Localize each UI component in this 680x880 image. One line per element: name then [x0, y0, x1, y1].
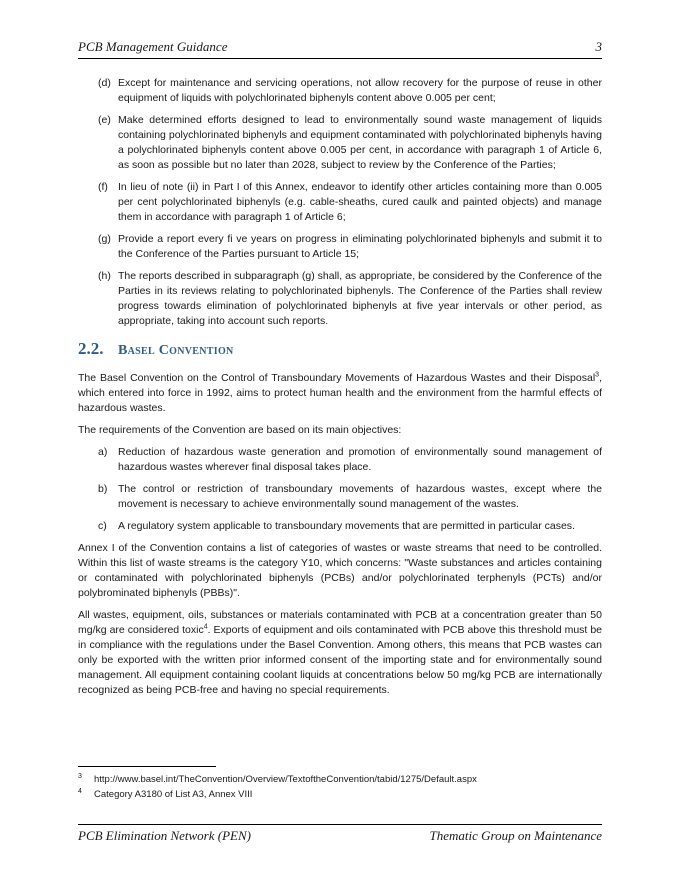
footnote-link[interactable]: http://www.basel.int/TheConvention/Overview/TextoftheConvention/tabid/1275/Default.aspx	[94, 774, 477, 785]
annex-item	[78, 269, 602, 329]
page-footer	[78, 824, 602, 845]
para1-text-a: The Basel Convention on the Control of Transboundary Movements of Hazardous Wastes and their Disposal	[78, 372, 596, 384]
footnote-ref-4[interactable]: 4	[203, 623, 208, 631]
item-text: Make determined efforts designed to lead to environmentally sound waste management of liquids containing polychlorinated biphenyls and equipment contaminated with polychlorinated biphenyls having a polychlorinated biphenyls content above 0.005 per cent, in accordance with paragraph 1 of Article 6, as soon as possible but no later than 2028, subject to review by the Conference of the Parties;	[118, 114, 602, 171]
item-text: A regulatory system applicable to transboundary movements that are permitted in particular cases.	[118, 520, 575, 532]
objective-item	[78, 482, 602, 512]
section-heading	[78, 341, 602, 361]
footnote-number: 3	[78, 773, 82, 780]
footnote-ref-3[interactable]: 3	[595, 371, 600, 379]
paragraph-intro	[78, 371, 602, 416]
objective-item	[78, 445, 602, 475]
item-text: The control or restriction of transboundary movements of hazardous wastes, except where the movement is necessary to achieve environmentally sound management of the wastes.	[118, 483, 602, 510]
item-text: The reports described in subparagraph (g) shall, as appropriate, be considered by the Conference of the Parties in its reviews relating to polychlorinated biphenyls. The Conference of the Parties shall review progress towards elimination of polychlorinated biphenyls at five year intervals or other period, as appropriate, taking into account such reports.	[118, 270, 602, 327]
para4-text-a: All wastes, equipment, oils, substances or materials contaminated with PCB at a concentration greater than 50 mg/kg are considered toxic	[78, 609, 602, 636]
para4-text-b: . Exports of equipment and oils contaminated with PCB above this threshold must be in compliance with the regulations under the Basel Convention. Among others, this means that PCB wastes can only be exported with the written prior informed consent of the importing state and for environmentally sound management. All equipment containing coolant liquids at concentrations below 50 mg/kg PCB are internationally recognized as being PCB-free and having no special requirements.	[78, 624, 602, 696]
footnote-text: Category A3180 of List A3, Annex VIII	[94, 789, 253, 800]
item-marker: (e)	[98, 114, 111, 126]
item-marker: (d)	[98, 77, 111, 89]
footnote-separator	[78, 766, 216, 767]
paragraph-objectives-intro: The requirements of the Convention are based on its main objectives:	[78, 424, 402, 436]
item-marker: b)	[98, 483, 108, 495]
item-marker: (f)	[98, 181, 108, 193]
annex-item	[78, 76, 602, 106]
header-title: PCB Management Guidance	[78, 39, 228, 54]
item-marker: c)	[98, 520, 107, 532]
para1-text-b: , which entered into force in 1992, aims to protect human health and the environment from the harmful effects of hazardous wastes.	[78, 372, 602, 414]
page-number: 3	[595, 39, 602, 54]
item-text: In lieu of note (ii) in Part I of this Annex, endeavor to identify other articles containing more than 0.005 per cent polychlorinated biphenyls (e.g. cable-sheaths, cured caulk and painted objects) and manage them in accordance with paragraph 1 of Article 6;	[118, 181, 602, 223]
page-header	[78, 38, 602, 59]
objective-item	[78, 519, 602, 534]
annex-item	[78, 180, 602, 225]
item-marker: (h)	[98, 270, 111, 282]
annex-item	[78, 232, 602, 262]
paragraph-annex-i: Annex I of the Convention contains a list of categories of wastes or waste streams that need to be controlled. Within this list of waste streams is the category Y10, which concerns: "Waste substances and articles containing or contaminated with polychlorinated biphenyls (PCBs) and/or polychlorinated terphenyls (PCTs) and/or polybrominated biphenyls (PBBs)".	[78, 542, 602, 599]
section-number: 2.2.	[78, 339, 104, 358]
item-text: Provide a report every fi ve years on progress in eliminating polychlorinated biphenyls and submit it to the Conference of the Parties pursuant to Article 15;	[118, 233, 602, 260]
annex-item	[78, 113, 602, 173]
footer-right: Thematic Group on Maintenance	[429, 828, 602, 843]
section-title: Basel Convention	[118, 343, 234, 358]
item-text: Reduction of hazardous waste generation and promotion of environmentally sound management of hazardous wastes wherever final disposal takes place.	[118, 446, 602, 473]
item-marker: a)	[98, 446, 108, 458]
page-body	[78, 76, 602, 705]
item-text: Except for maintenance and servicing operations, not allow recovery for the purpose of reuse in other equipment of liquids with polychlorinated biphenyls content above 0.005 per cent;	[118, 77, 602, 104]
paragraph-toxic-threshold	[78, 608, 602, 698]
footnote-number: 4	[78, 788, 82, 795]
item-marker: (g)	[98, 233, 111, 245]
footer-left: PCB Elimination Network (PEN)	[78, 828, 251, 843]
